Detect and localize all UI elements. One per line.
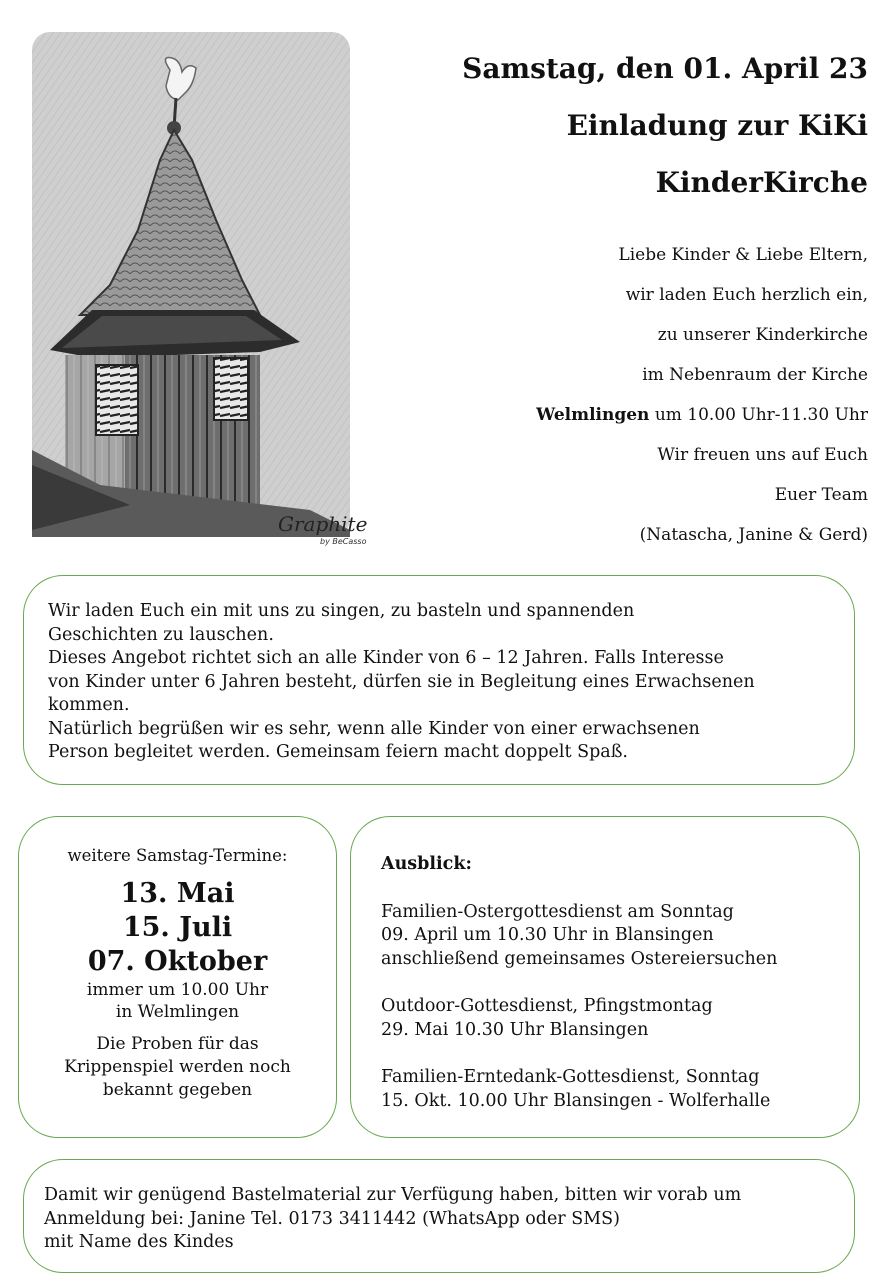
watermark-sub: by BeCasso bbox=[320, 537, 367, 546]
registration-box bbox=[23, 1159, 855, 1273]
intro-line: Euer Team bbox=[774, 485, 868, 505]
date-item: 13. Mai bbox=[120, 878, 235, 909]
intro-line: (Natascha, Janine & Gerd) bbox=[639, 525, 868, 545]
registration-line: mit Name des Kindes bbox=[44, 1232, 234, 1252]
church-tower-illustration bbox=[10, 10, 372, 556]
dates-heading: weitere Samstag-Termine: bbox=[67, 846, 288, 865]
entry-line: anschließend gemeinsames Ostereiersuchen bbox=[381, 948, 778, 969]
note-line: bekannt gegeben bbox=[102, 1080, 253, 1100]
entry-line: 09. April um 10.30 Uhr in Blansingen bbox=[381, 925, 714, 945]
location-time: um 10.00 Uhr-11.30 Uhr bbox=[649, 405, 868, 425]
dates-time-place bbox=[19, 979, 336, 1023]
dates-time: immer um 10.00 Uhr bbox=[86, 980, 269, 1000]
intro-line: Liebe Kinder & Liebe Eltern, bbox=[618, 245, 868, 265]
entry-line: 15. Okt. 10.00 Uhr Blansingen - Wolferhalle bbox=[381, 1090, 771, 1111]
intro-line: im Nebenraum der Kirche bbox=[642, 365, 868, 385]
outlook-box bbox=[350, 816, 860, 1138]
location-bold: Welmlingen bbox=[536, 405, 650, 425]
date-item: 07. Oktober bbox=[87, 946, 268, 977]
desc-line: Dieses Angebot richtet sich an alle Kinder von 6 – 12 Jahren. Falls Interesse bbox=[48, 648, 724, 668]
intro-text bbox=[448, 235, 868, 555]
entry-line: 29. Mai 10.30 Uhr Blansingen bbox=[381, 1019, 649, 1040]
church-tower-drawing bbox=[10, 10, 372, 556]
outlook-entry-harvest bbox=[381, 1066, 839, 1113]
title-date: Samstag, den 01. April 23 bbox=[462, 52, 868, 85]
dates-place: in Welmlingen bbox=[115, 1002, 240, 1022]
title-kinderkirche: KinderKirche bbox=[655, 166, 868, 199]
entry-line: Familien-Ostergottesdienst am Sonntag bbox=[381, 901, 734, 922]
outlook-entry-outdoor bbox=[381, 995, 839, 1042]
registration-line: Damit wir genügend Bastelmaterial zur Verfügung haben, bitten wir vorab um bbox=[44, 1185, 742, 1205]
outlook-entry-easter bbox=[381, 901, 839, 972]
description-box bbox=[23, 575, 855, 785]
registration-line: Anmeldung bei: Janine Tel. 0173 3411442 (WhatsApp oder SMS) bbox=[44, 1208, 620, 1229]
watermark-main: Graphite bbox=[278, 512, 368, 536]
intro-line: wir laden Euch herzlich ein, bbox=[625, 285, 868, 305]
entry-line: Familien-Erntedank-Gottesdienst, Sonntag bbox=[381, 1067, 760, 1087]
desc-line: von Kinder unter 6 Jahren besteht, dürfen sie in Begleitung eines Erwachsenen bbox=[48, 671, 755, 692]
desc-line: Person begleitet werden. Gemeinsam feiern macht doppelt Spaß. bbox=[48, 742, 628, 762]
intro-line: zu unserer Kinderkirche bbox=[657, 325, 868, 345]
outlook-heading: Ausblick: bbox=[381, 854, 472, 874]
desc-line: kommen. bbox=[48, 695, 130, 715]
note-line: Die Proben für das bbox=[96, 1034, 259, 1054]
date-list bbox=[19, 877, 336, 979]
dates-box bbox=[18, 816, 337, 1138]
entry-line: Outdoor-Gottesdienst, Pfingstmontag bbox=[381, 996, 713, 1016]
desc-line: Natürlich begrüßen wir es sehr, wenn alle Kinder von einer erwachsenen bbox=[48, 718, 700, 739]
desc-line: Geschichten zu lauschen. bbox=[48, 624, 274, 645]
rehearsal-note bbox=[19, 1033, 336, 1102]
date-item: 15. Juli bbox=[122, 912, 233, 943]
graphite-watermark bbox=[268, 510, 368, 550]
title-invitation: Einladung zur KiKi bbox=[566, 109, 868, 142]
note-line: Krippenspiel werden noch bbox=[64, 1057, 291, 1077]
intro-line: Wir freuen uns auf Euch bbox=[657, 445, 868, 465]
desc-line: Wir laden Euch ein mit uns zu singen, zu basteln und spannenden bbox=[48, 601, 635, 621]
intro-line-location bbox=[448, 395, 868, 435]
